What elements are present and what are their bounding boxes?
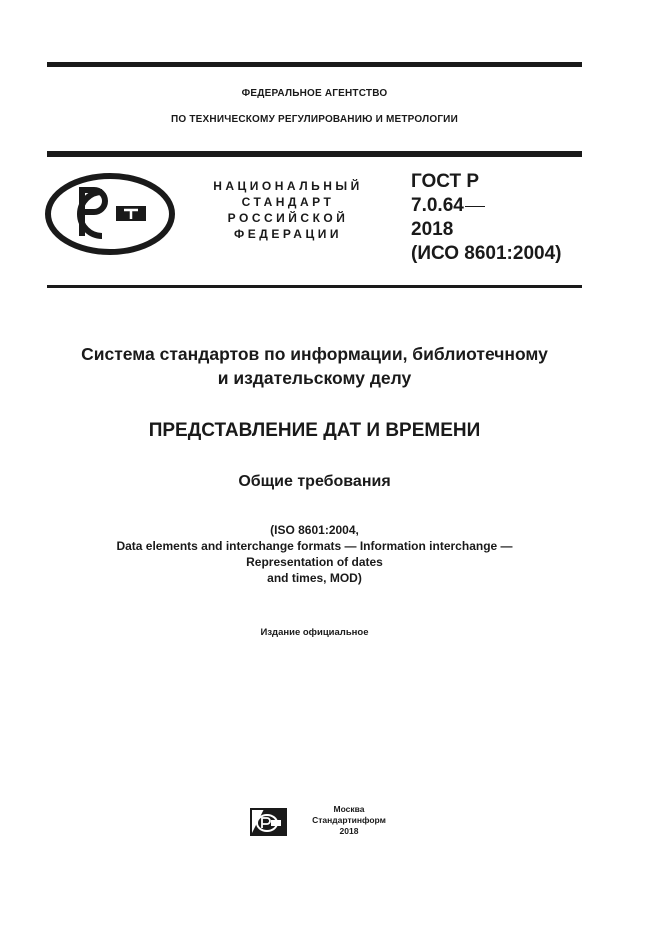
edition-note: Издание официальное	[260, 627, 369, 638]
standard-type-line1: НАЦИОНАЛЬНЫЙ	[213, 179, 363, 193]
middle-rule	[47, 151, 582, 157]
designation-line3: 2018	[411, 219, 454, 240]
iso-reference-line2: Data elements and interchange formats — Information interchange —	[116, 539, 513, 553]
designation-line4: (ИСО 8601:2004)	[411, 243, 562, 264]
document-subtitle: Общие требования	[238, 473, 391, 490]
series-title-line2: и издательскому делу	[217, 368, 412, 388]
publisher-name: Стандартинформ	[312, 815, 386, 825]
publisher-year: 2018	[339, 826, 359, 836]
designation-dash	[465, 206, 485, 207]
iso-reference-line3: Representation of dates	[246, 555, 383, 569]
rst-gost-emblem-icon	[44, 172, 176, 256]
series-title	[0, 342, 629, 390]
bottom-rule	[47, 285, 582, 288]
standard-type-line4: ФЕДЕРАЦИИ	[234, 227, 342, 241]
publisher-city: Москва	[333, 804, 365, 814]
top-rule	[47, 62, 582, 67]
iso-reference-line4: and times, MOD)	[267, 571, 362, 585]
agency-name-line1: ФЕДЕРАЛЬНОЕ АГЕНТСТВО	[241, 88, 388, 99]
standard-designation	[411, 170, 561, 266]
agency-name-line2: ПО ТЕХНИЧЕСКОМУ РЕГУЛИРОВАНИЮ И МЕТРОЛОГИИ	[171, 114, 458, 125]
series-title-line1: Система стандартов по информации, библиотечному	[81, 344, 548, 364]
document-title: ПРЕДСТАВЛЕНИЕ ДАТ И ВРЕМЕНИ	[148, 420, 481, 441]
iso-reference	[0, 522, 629, 586]
standard-type	[193, 178, 383, 242]
designation-line2: 7.0.64	[411, 195, 464, 216]
iso-reference-line1: (ISO 8601:2004,	[270, 523, 359, 537]
publisher-imprint	[304, 804, 394, 837]
standard-type-line2: СТАНДАРТ	[241, 195, 335, 209]
standard-type-line3: РОССИЙСКОЙ	[227, 211, 349, 225]
designation-line1: ГОСТ Р	[411, 171, 480, 192]
standartinform-logo-icon	[250, 808, 287, 836]
